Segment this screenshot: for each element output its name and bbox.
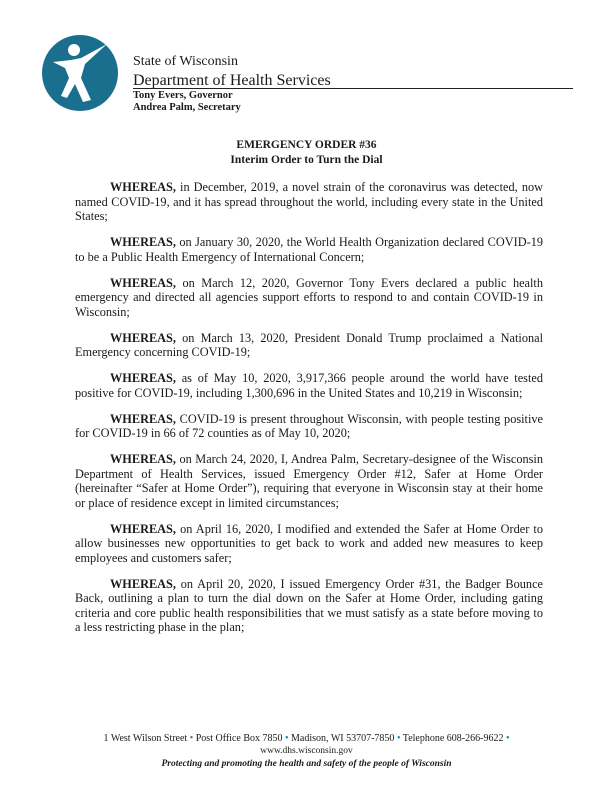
whereas-text: on March 13, 2020, President Donald Trump proclaimed a National Emergency concerning COVID-19;: [75, 330, 543, 359]
footer-city: Madison, WI 53707-7850: [291, 733, 395, 744]
whereas-paragraph: [75, 522, 543, 566]
whereas-lead: WHEREAS,: [110, 452, 176, 466]
secretary-line: Andrea Palm, Secretary: [133, 102, 241, 113]
footer-website[interactable]: www.dhs.wisconsin.gov: [260, 746, 353, 756]
footer-address: [0, 733, 613, 745]
whereas-text: on March 24, 2020, I, Andrea Palm, Secretary-designee of the Wisconsin Department of Health Services, issued Emergency Order #12, Safer at Home Order (hereinafter “Safer at Home Order”), requiring that everyone in Wisconsin stay at their home or place of residence except in limited circumstances;: [75, 452, 543, 510]
order-number: EMERGENCY ORDER #36: [236, 139, 377, 151]
whereas-text: COVID-19 is present throughout Wisconsin, with people testing positive for COVID-19 in 66 of 72 counties as of May 10, 2020;: [75, 411, 543, 440]
whereas-paragraph: [75, 235, 543, 264]
header-divider: [133, 88, 573, 89]
whereas-lead: WHEREAS,: [110, 330, 176, 345]
whereas-lead: WHEREAS,: [110, 180, 176, 194]
whereas-paragraph: [75, 331, 543, 360]
order-body: [75, 180, 543, 646]
order-subtitle: Interim Order to Turn the Dial: [230, 154, 383, 166]
whereas-paragraph: [75, 412, 543, 441]
whereas-lead: WHEREAS,: [110, 275, 176, 290]
bullet-icon: •: [285, 733, 289, 744]
footer-street: 1 West Wilson Street: [103, 733, 188, 744]
dhs-logo: [41, 34, 119, 112]
whereas-paragraph: [75, 276, 543, 320]
whereas-text: on April 16, 2020, I modified and extended the Safer at Home Order to allow businesses new opportunities to get back to work and added new measures to keep employees and customers safer;: [75, 521, 543, 565]
whereas-lead: WHEREAS,: [110, 411, 176, 426]
whereas-paragraph: [75, 371, 543, 400]
footer-phone: Telephone 608-266-9622: [402, 733, 504, 744]
bullet-icon: •: [189, 733, 194, 744]
whereas-lead: WHEREAS,: [110, 521, 176, 536]
whereas-paragraph: [75, 180, 543, 224]
bullet-icon: •: [505, 733, 510, 744]
state-name: State of Wisconsin: [133, 54, 238, 69]
whereas-text: in December, 2019, a novel strain of the coronavirus was detected, now named COVID-19, and it has spread throughout the world, including every state in the United States;: [75, 180, 543, 223]
officials: [133, 90, 241, 114]
footer-tagline: Protecting and promoting the health and safety of the people of Wisconsin: [161, 759, 452, 769]
whereas-lead: WHEREAS,: [110, 576, 176, 591]
footer-po-box: Post Office Box 7850: [195, 733, 283, 744]
whereas-text: on April 20, 2020, I issued Emergency Order #31, the Badger Bounce Back, outlining a plan to turn the dial down on the Safer at Home Order, including gating criteria and core public health responsibilities that we must satisfy as a state before moving to a less restricting phase in the plan;: [75, 576, 543, 634]
whereas-lead: WHEREAS,: [110, 371, 176, 385]
department-name: Department of Health Services: [133, 72, 331, 89]
whereas-text: as of May 10, 2020, 3,917,366 people around the world have tested positive for COVID-19, including 1,300,696 in the United States and 10,219 in Wisconsin;: [75, 371, 543, 400]
whereas-text: on January 30, 2020, the World Health Organization declared COVID-19 to be a Public Health Emergency of International Concern;: [75, 235, 543, 264]
whereas-lead: WHEREAS,: [110, 235, 176, 249]
whereas-text: on March 12, 2020, Governor Tony Evers declared a public health emergency and directed all agencies support efforts to respond to and contain COVID-19 in Wisconsin;: [75, 275, 543, 319]
bullet-icon: •: [396, 733, 401, 744]
governor-line: Tony Evers, Governor: [133, 90, 233, 101]
whereas-paragraph: [75, 577, 543, 635]
agency-block: [133, 54, 331, 90]
whereas-paragraph: [75, 452, 543, 510]
